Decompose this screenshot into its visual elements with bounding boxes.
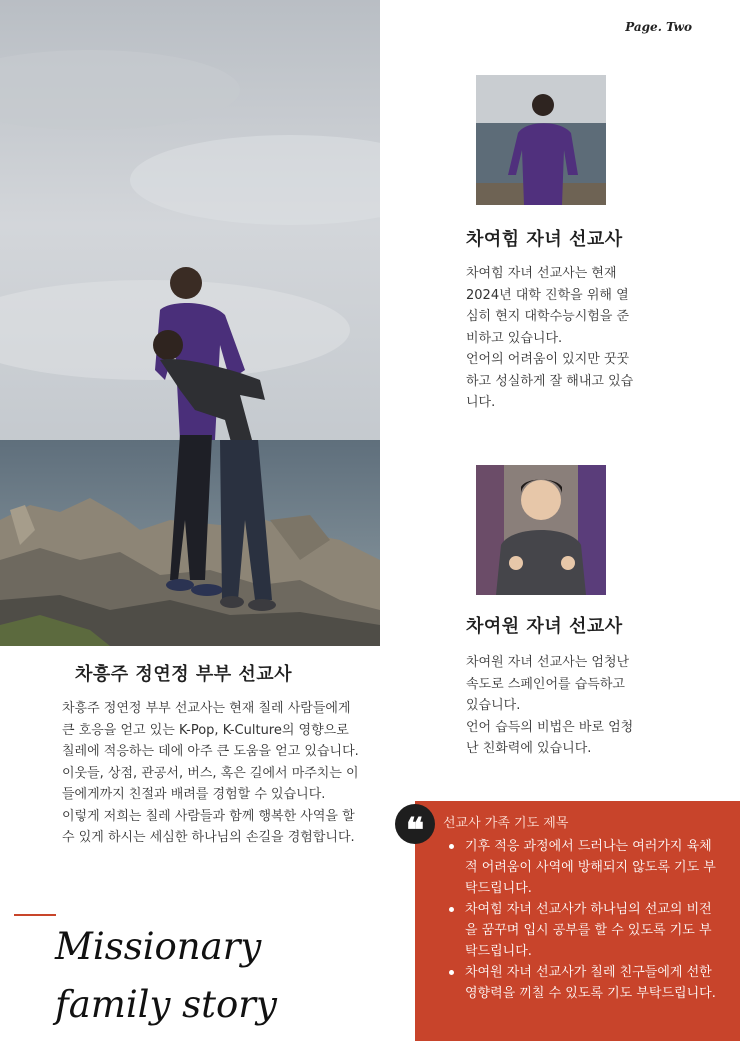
daughter-heading: 차여힘 자녀 선교사 bbox=[466, 229, 623, 250]
couple-heading: 차흥주 정연정 부부 선교사 bbox=[75, 664, 293, 685]
quote-icon: ❝ bbox=[395, 804, 435, 844]
prayer-item-text: 기후 적응 과정에서 드러나는 여러가지 육체적 어려움이 사역에 방해되지 않도록 기도 부탁드립니다. bbox=[465, 839, 716, 896]
son-paragraph-2: 언어 습득의 비법은 바로 엄청난 친화력에 있습니다. bbox=[466, 719, 634, 756]
prayer-title: 선교사 가족 기도 제목 bbox=[443, 816, 569, 831]
prayer-box bbox=[405, 801, 740, 1041]
prayer-item-text: 차여원 자녀 선교사가 칠레 친구들에게 선한 영향력을 끼칠 수 있도록 기도 부탁드립니다. bbox=[465, 965, 716, 1001]
page-label: Page. Two bbox=[625, 20, 692, 34]
prayer-item bbox=[443, 899, 720, 962]
son-paragraph-1: 차여원 자녀 선교사는 엄청난 속도로 스페인어를 습득하고 있습니다. bbox=[466, 655, 630, 713]
prayer-item bbox=[443, 836, 720, 899]
page-title: Missionary family story bbox=[55, 925, 277, 1026]
prayer-item bbox=[443, 962, 720, 1004]
son-heading: 차여원 자녀 선교사 bbox=[466, 616, 623, 637]
main-photo bbox=[0, 0, 380, 646]
couple-text bbox=[62, 698, 362, 849]
couple-paragraph-2: 이렇게 저희는 칠레 사람들과 함께 행복한 사역을 할 수 있게 하시는 세심한 하나님의 손길을 경험합니다. bbox=[62, 808, 355, 845]
bullet-icon bbox=[449, 907, 454, 912]
daughter-photo bbox=[476, 75, 606, 205]
daughter-paragraph-1: 차여힘 자녀 선교사는 현재 2024년 대학 진학을 위해 열심히 현지 대학수능시험을 준비하고 있습니다. bbox=[466, 266, 630, 346]
accent-divider bbox=[14, 914, 56, 916]
son-text bbox=[466, 652, 641, 760]
daughter-text bbox=[466, 263, 641, 414]
son-photo bbox=[476, 465, 606, 595]
prayer-list bbox=[443, 836, 720, 1004]
prayer-item-text: 차여힘 자녀 선교사가 하나님의 선교의 비전을 꿈꾸며 입시 공부를 할 수 있도록 기도 부탁드립니다. bbox=[465, 902, 712, 959]
bullet-icon bbox=[449, 970, 454, 975]
daughter-paragraph-2: 언어의 어려움이 있지만 꿋꿋하고 성실하게 잘 해내고 있습니다. bbox=[466, 352, 634, 410]
bullet-icon bbox=[449, 844, 454, 849]
couple-paragraph-1: 차흥주 정연정 부부 선교사는 현재 칠레 사람들에게 큰 호응을 얻고 있는 K-Pop, K-Culture의 영향으로 칠레에 적응하는 데에 아주 큰 도움을 얻고 있습니다. 이웃들, 상점, 관공서, 버스, 혹은 길에서 마주치는 이들에게까지 친절과 배려를 경험할 수 있습니다. bbox=[62, 701, 359, 802]
